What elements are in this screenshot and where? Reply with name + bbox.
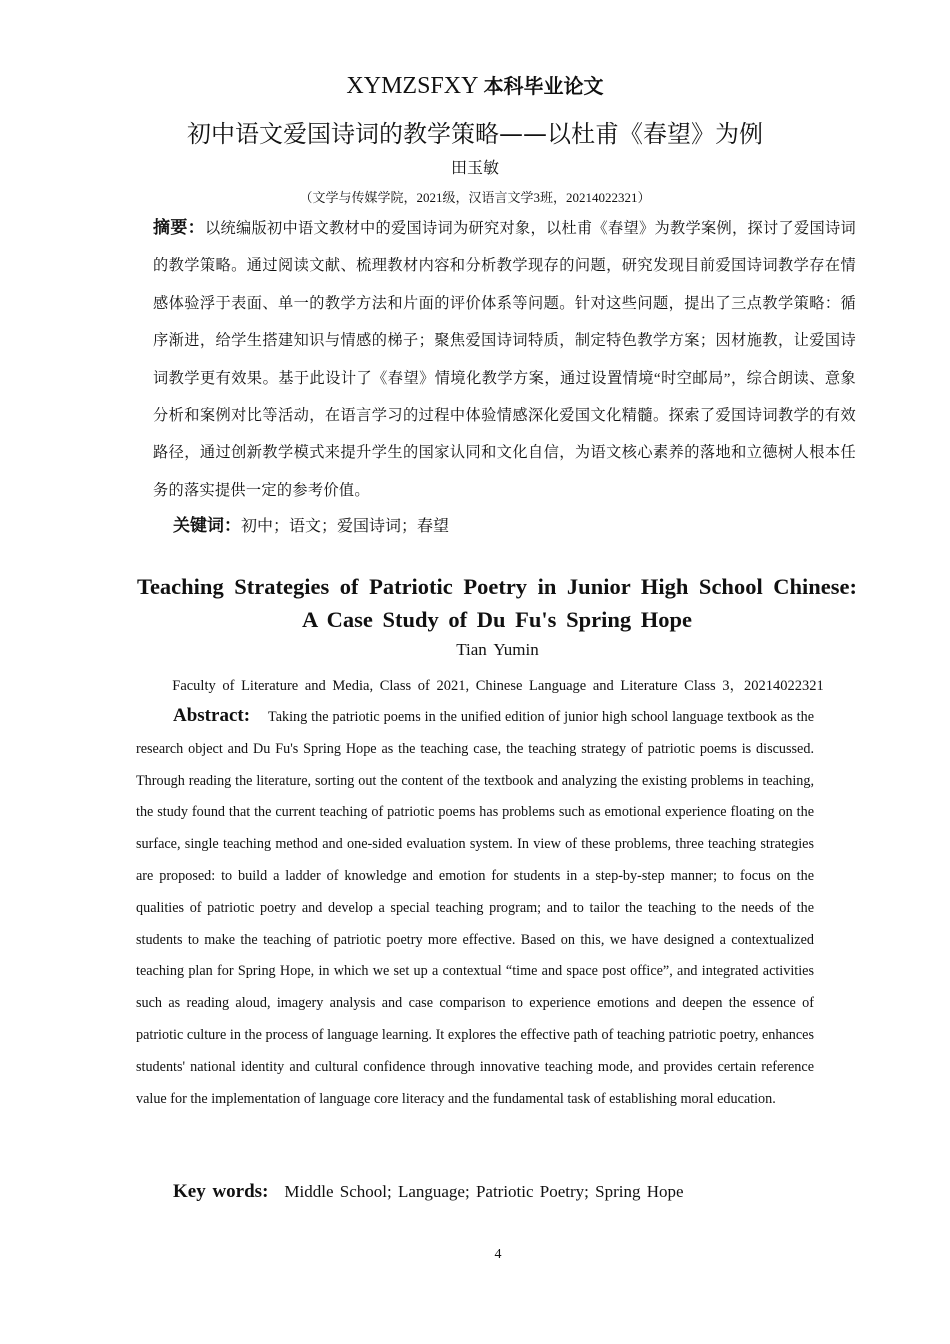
affiliation-en: Faculty of Literature and Media, Class of 2021, Chinese Language and Literature Class 3，20214022321 bbox=[172, 678, 824, 694]
keywords-cn-label: 关键词： bbox=[173, 516, 241, 536]
keywords-en-label: Key words: bbox=[173, 1181, 269, 1202]
abstract-cn-label: 摘要： bbox=[153, 218, 205, 238]
abstract-cn-text: 以统编版初中语文教材中的爱国诗词为研究对象，以杜甫《春望》为教学案例，探讨了爱国诗词的教学策略。通过阅读文献、梳理教材内容和分析教学现存的问题，研究发现目前爱国诗词教学存在情感体验浮于表面、单一的教学方法和片面的评价体系等问题。针对这些问题，提出了三点教学策略：循序渐进，给学生搭建知识与情感的梯子；聚焦爱国诗词特质，制定特色教学方案；因材施教，让爱国诗词教学更有效果。基于此设计了《春望》情境化教学方案，通过设置情境“时空邮局”，综合朗读、意象分析和案例对比等活动，在语言学习的过程中体验情感深化爱国文化精髓。探索了爱国诗词教学的有效路径，通过创新教学模式来提升学生的国家认同和文化自信，为语文核心素养的落地和立德树人根本任务的落实提供一定的参考价值。 bbox=[153, 220, 857, 499]
title-en bbox=[137, 570, 857, 636]
abstract-en-label: Abstract: bbox=[173, 705, 251, 726]
running-header bbox=[0, 70, 950, 100]
abstract-en-text: Taking the patriotic poems in the unified edition of junior high school language textbook as the research object and Du Fu's Spring Hope as the teaching case, the teaching strategy of patriotic poems is discussed. Through reading the literature, sorting out the content of the textbook and analyzing the existing problems in teaching, the study found that the current teaching of patriotic poems has problems such as emotional experience floating on the surface, single teaching method and one-sided evaluation system. In view of these problems, three teaching strategies are proposed: to build a ladder of knowledge and emotion for students in a step-by-step manner; to focus on the qualities of patriotic poetry and develop a special teaching program; and to tailor the teaching to the needs of the students to make the teaching of patriotic poetry more effective. Based on this, we have designed a contextualized teaching plan for Spring Hope, in which we set up a contextual “time and space post office”, and integrated activities such as reading aloud, imagery analysis and case comparison to experience emotions and deepen the essence of patriotic culture in the process of language learning. It explores the effective path of teaching patriotic poetry, enhances students' national identity and cultural confidence through innovative teaching mode, and provides certain reference value for the implementation of language core literacy and the fundamental task of establishing moral education. bbox=[136, 709, 814, 1107]
title-en-line1: Teaching Strategies of Patriotic Poetry in Junior High School Chinese: bbox=[137, 574, 857, 599]
affiliation-cn: （文学与传媒学院，2021级，汉语言文学3班，20214022321） bbox=[299, 190, 651, 205]
title-cn: 初中语文爱国诗词的教学策略——以杜甫《春望》为例 bbox=[187, 120, 763, 148]
author-cn: 田玉敏 bbox=[450, 160, 499, 177]
keywords-cn-text: 初中；语文；爱国诗词；春望 bbox=[241, 518, 450, 535]
header-cn: 本科毕业论文 bbox=[483, 74, 604, 98]
keywords-en-text: Middle School; Language; Patriotic Poetry; Spring Hope bbox=[284, 1182, 684, 1201]
title-en-line2: A Case Study of Du Fu's Spring Hope bbox=[302, 607, 692, 632]
abstract-cn bbox=[153, 210, 856, 509]
keywords-cn bbox=[173, 511, 449, 536]
header-latin: XYMZSFXY bbox=[346, 73, 478, 99]
keywords-en bbox=[173, 1181, 684, 1203]
abstract-en bbox=[136, 700, 814, 1115]
page-number: 4 bbox=[494, 1247, 502, 1262]
author-en: Tian Yumin bbox=[456, 640, 539, 659]
